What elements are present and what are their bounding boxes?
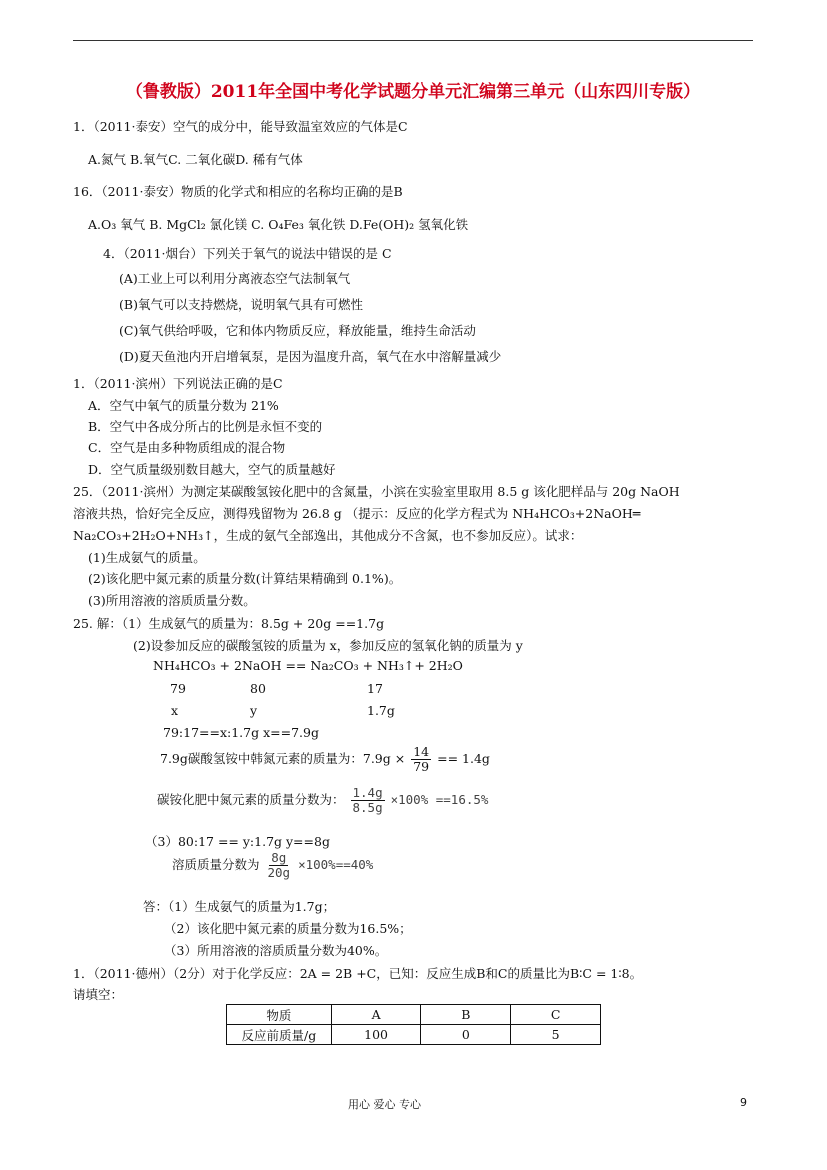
solution-nitrogen-mass — [160, 745, 490, 774]
table-cell: 100 — [331, 1025, 421, 1045]
table-header-cell: A — [331, 1005, 421, 1025]
header-rule — [73, 40, 753, 41]
q4-option-b: (B)氧气可以支持燃烧，说明氧气具有可燃性 — [119, 297, 363, 312]
q1b-stem: 1．（2011·滨州）下列说法正确的是C — [73, 376, 283, 391]
solution-mass-80: 80 — [250, 681, 266, 696]
q4-option-d: (D)夏天鱼池内开启增氧泵，是因为温度升高，氧气在水中溶解量减少 — [119, 349, 502, 364]
q25-line2: 溶液共热，恰好完全反应，测得残留物为 26.8 g （提示：反应的化学方程式为 NH₄HCO₃+2NaOH═ — [73, 506, 641, 521]
concentration-result: ×100%==40% — [298, 857, 374, 872]
solution-mass-17: 17 — [367, 681, 383, 696]
concentration-prefix: 溶质质量分数为 — [172, 857, 260, 872]
q1b-option-d: D．空气质量级别数目越大，空气的质量越好 — [88, 462, 336, 477]
table-cell: 0 — [421, 1025, 511, 1045]
nitrogen-fraction-numerator: 14 — [413, 744, 430, 759]
table-row — [227, 1025, 601, 1045]
solution-var-y: y — [250, 703, 258, 718]
nitrogen-mass-result: == 1.4g — [437, 751, 490, 766]
nitrogen-percent-denominator: 8.5g — [352, 800, 383, 815]
solution-step1: 25. 解：（1）生成氨气的质量为：8.5g + 20g ==1.7g — [73, 616, 385, 631]
nitrogen-percent-result: ×100% ==16.5% — [390, 792, 489, 807]
q25-part2: (2)该化肥中氮元素的质量分数(计算结果精确到 0.1%)。 — [88, 571, 402, 586]
table-header-row — [227, 1005, 601, 1025]
table-header-cell: C — [511, 1005, 601, 1025]
answer-1: 答：（1）生成氨气的质量为1.7g； — [143, 899, 336, 914]
nitrogen-fraction-denominator: 79 — [413, 759, 430, 774]
footer-motto: 用心 爱心 专心 — [348, 1098, 421, 1111]
solution-ratio-x: 79:17==x:1.7g x==7.9g — [163, 725, 319, 740]
solution-concentration — [172, 851, 373, 880]
nitrogen-mass-prefix: 7.9g碳酸氢铵中韩氮元素的质量为：7.9g × — [160, 751, 406, 766]
solution-var-x: x — [171, 703, 179, 718]
q4-stem: 4．（2011·烟台）下列关于氧气的说法中错误的是 C — [103, 246, 392, 261]
concentration-denominator: 20g — [267, 865, 291, 880]
table-header-cell: 物质 — [227, 1005, 332, 1025]
solution-nitrogen-percent — [157, 786, 488, 815]
q25-part3: (3)所用溶液的溶质质量分数。 — [88, 593, 256, 608]
q1b-option-a: A．空气中氧气的质量分数为 21% — [88, 398, 279, 413]
nitrogen-percent-numerator: 1.4g — [352, 785, 383, 800]
concentration-numerator: 8g — [271, 850, 287, 865]
q4-option-c: (C)氧气供给呼吸，它和体内物质反应，释放能量，维持生命活动 — [119, 323, 476, 338]
q25-line3: Na₂CO₃+2H₂O+NH₃↑，生成的氨气全部逸出，其他成分不含氮，也不参加反应）。试求： — [73, 528, 583, 543]
nitrogen-percent-prefix: 碳铵化肥中氮元素的质量分数为： — [157, 792, 345, 807]
page-title: （鲁教版）2011年全国中考化学试题分单元汇编第三单元（山东四川专版） — [125, 82, 701, 102]
concentration-fraction — [266, 851, 293, 880]
answer-3: （3）所用溶液的溶质质量分数为40%。 — [164, 943, 388, 958]
solution-step2: (2)设参加反应的碳酸氢铵的质量为 x，参加反应的氢氧化钠的质量为 y — [133, 638, 523, 653]
solution-val-1.7g: 1.7g — [367, 703, 395, 718]
q1-options: A.氮气 B.氧气C. 二氧化碳D. 稀有气体 — [88, 152, 303, 167]
page-number: 9 — [740, 1096, 747, 1109]
table-cell: 5 — [511, 1025, 601, 1045]
q25-part1: (1)生成氨气的质量。 — [88, 550, 206, 565]
solution-mass-79: 79 — [170, 681, 186, 696]
table-header-cell: B — [421, 1005, 511, 1025]
q4-option-a: (A)工业上可以利用分离液态空气法制氧气 — [119, 271, 351, 286]
q16-options: A.O₃ 氧气 B. MgCl₂ 氯化镁 C. O₄Fe₃ 氧化铁 D.Fe(OH)₂ 氢氧化铁 — [88, 217, 469, 232]
nitrogen-fraction — [411, 745, 431, 774]
mass-table — [226, 1004, 601, 1045]
solution-step3: （3）80:17 == y:1.7g y==8g — [145, 834, 330, 849]
q1b-option-c: C．空气是由多种物质组成的混合物 — [88, 440, 286, 455]
table-cell: 反应前质量/g — [227, 1025, 332, 1045]
solution-equation: NH₄HCO₃ + 2NaOH == Na₂CO₃ + NH₃↑+ 2H₂O — [153, 658, 463, 673]
nitrogen-percent-fraction — [351, 786, 385, 815]
q25-line1: 25．（2011·滨州）为测定某碳酸氢铵化肥中的含氮量，小滨在实验室里取用 8.5 g 该化肥样品与 20g NaOH — [73, 484, 680, 499]
q16-stem: 16．（2011·泰安）物质的化学式和相应的名称均正确的是B — [73, 184, 403, 199]
q1b-option-b: B．空气中各成分所占的比例是永恒不变的 — [88, 419, 323, 434]
q1c-line2: 请填空： — [73, 987, 124, 1002]
answer-2: （2）该化肥中氮元素的质量分数为16.5%； — [164, 921, 412, 936]
q1c-line1: 1．（2011·德州）（2分）对于化学反应：2A = 2B +C，已知：反应生成B和C的质量比为B∶C = 1∶8。 — [73, 966, 643, 981]
q1-stem: 1．（2011·泰安）空气的成分中，能导致温室效应的气体是C — [73, 119, 408, 134]
